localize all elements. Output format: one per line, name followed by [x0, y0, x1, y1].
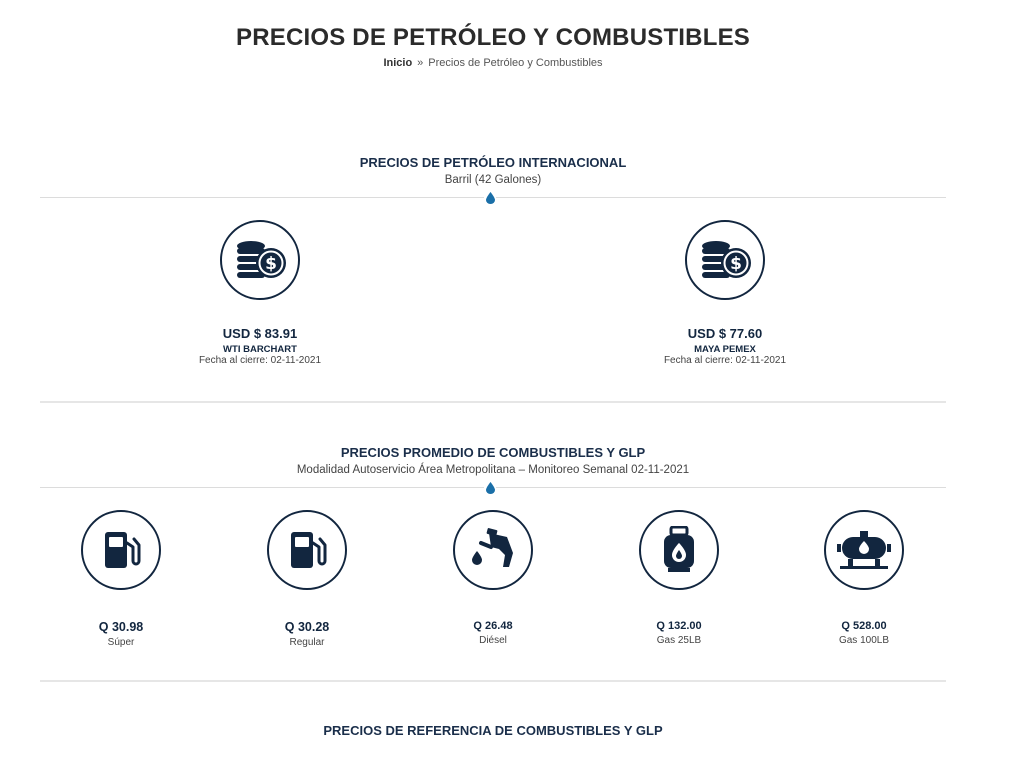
fuel-name: Regular	[289, 637, 325, 648]
svg-text:$: $	[730, 254, 742, 274]
fuel-card-gas-100lb	[804, 510, 924, 646]
gas-tank-icon	[824, 510, 904, 590]
average-section-title: PRECIOS PROMEDIO DE COMBUSTIBLES Y GLP	[340, 445, 646, 460]
svg-text:$: $	[265, 254, 277, 274]
international-section-subtitle: Barril (42 Galones)	[444, 174, 542, 186]
fuel-nozzle-icon	[453, 510, 533, 590]
fuel-price-value: Q 30.98	[98, 620, 144, 634]
oil-price-card-wti	[160, 220, 360, 366]
fuel-pump-icon	[81, 510, 161, 590]
coins-dollar-icon	[685, 220, 765, 300]
fuel-price-value: Q 26.48	[473, 620, 513, 632]
fuel-pump-icon	[267, 510, 347, 590]
fuel-name: Gas 100LB	[838, 635, 890, 646]
fuel-price-value: Q 30.28	[284, 620, 330, 634]
oil-price-name: MAYA PEMEX	[694, 344, 756, 355]
section-divider	[40, 680, 946, 682]
oil-price-value: USD $ 77.60	[687, 326, 763, 341]
fuel-card-gas-25lb	[619, 510, 739, 646]
fuel-name: Súper	[107, 637, 135, 648]
fuel-card-diesel	[433, 510, 553, 646]
oil-price-name: WTI BARCHART	[223, 344, 297, 355]
drop-icon	[484, 191, 496, 205]
coins-dollar-icon	[220, 220, 300, 300]
breadcrumb-home-link[interactable]: Inicio	[383, 57, 413, 69]
oil-price-value: USD $ 83.91	[222, 326, 298, 341]
fuel-price-value: Q 132.00	[656, 620, 702, 632]
oil-price-date: Fecha al cierre: 02-11-2021	[198, 355, 322, 366]
fuel-name: Diésel	[479, 635, 507, 646]
fuel-card-super	[61, 510, 181, 648]
fuel-card-regular	[247, 510, 367, 648]
gas-cylinder-icon	[639, 510, 719, 590]
breadcrumb	[0, 57, 986, 69]
reference-section-title: PRECIOS DE REFERENCIA DE COMBUSTIBLES Y GLP	[323, 723, 663, 738]
average-section-subtitle: Modalidad Autoservicio Área Metropolitana – Monitoreo Semanal 02-11-2021	[296, 464, 690, 476]
section-divider	[40, 401, 946, 403]
international-section-title: PRECIOS DE PETRÓLEO INTERNACIONAL	[359, 155, 627, 170]
fuel-price-value: Q 528.00	[841, 620, 887, 632]
page-title: PRECIOS DE PETRÓLEO Y COMBUSTIBLES	[236, 24, 750, 51]
fuel-name: Gas 25LB	[656, 635, 702, 646]
oil-price-card-maya	[625, 220, 825, 366]
breadcrumb-current: Precios de Petróleo y Combustibles	[428, 57, 603, 69]
breadcrumb-separator: »	[417, 57, 424, 69]
drop-icon	[484, 481, 496, 495]
oil-price-date: Fecha al cierre: 02-11-2021	[663, 355, 787, 366]
